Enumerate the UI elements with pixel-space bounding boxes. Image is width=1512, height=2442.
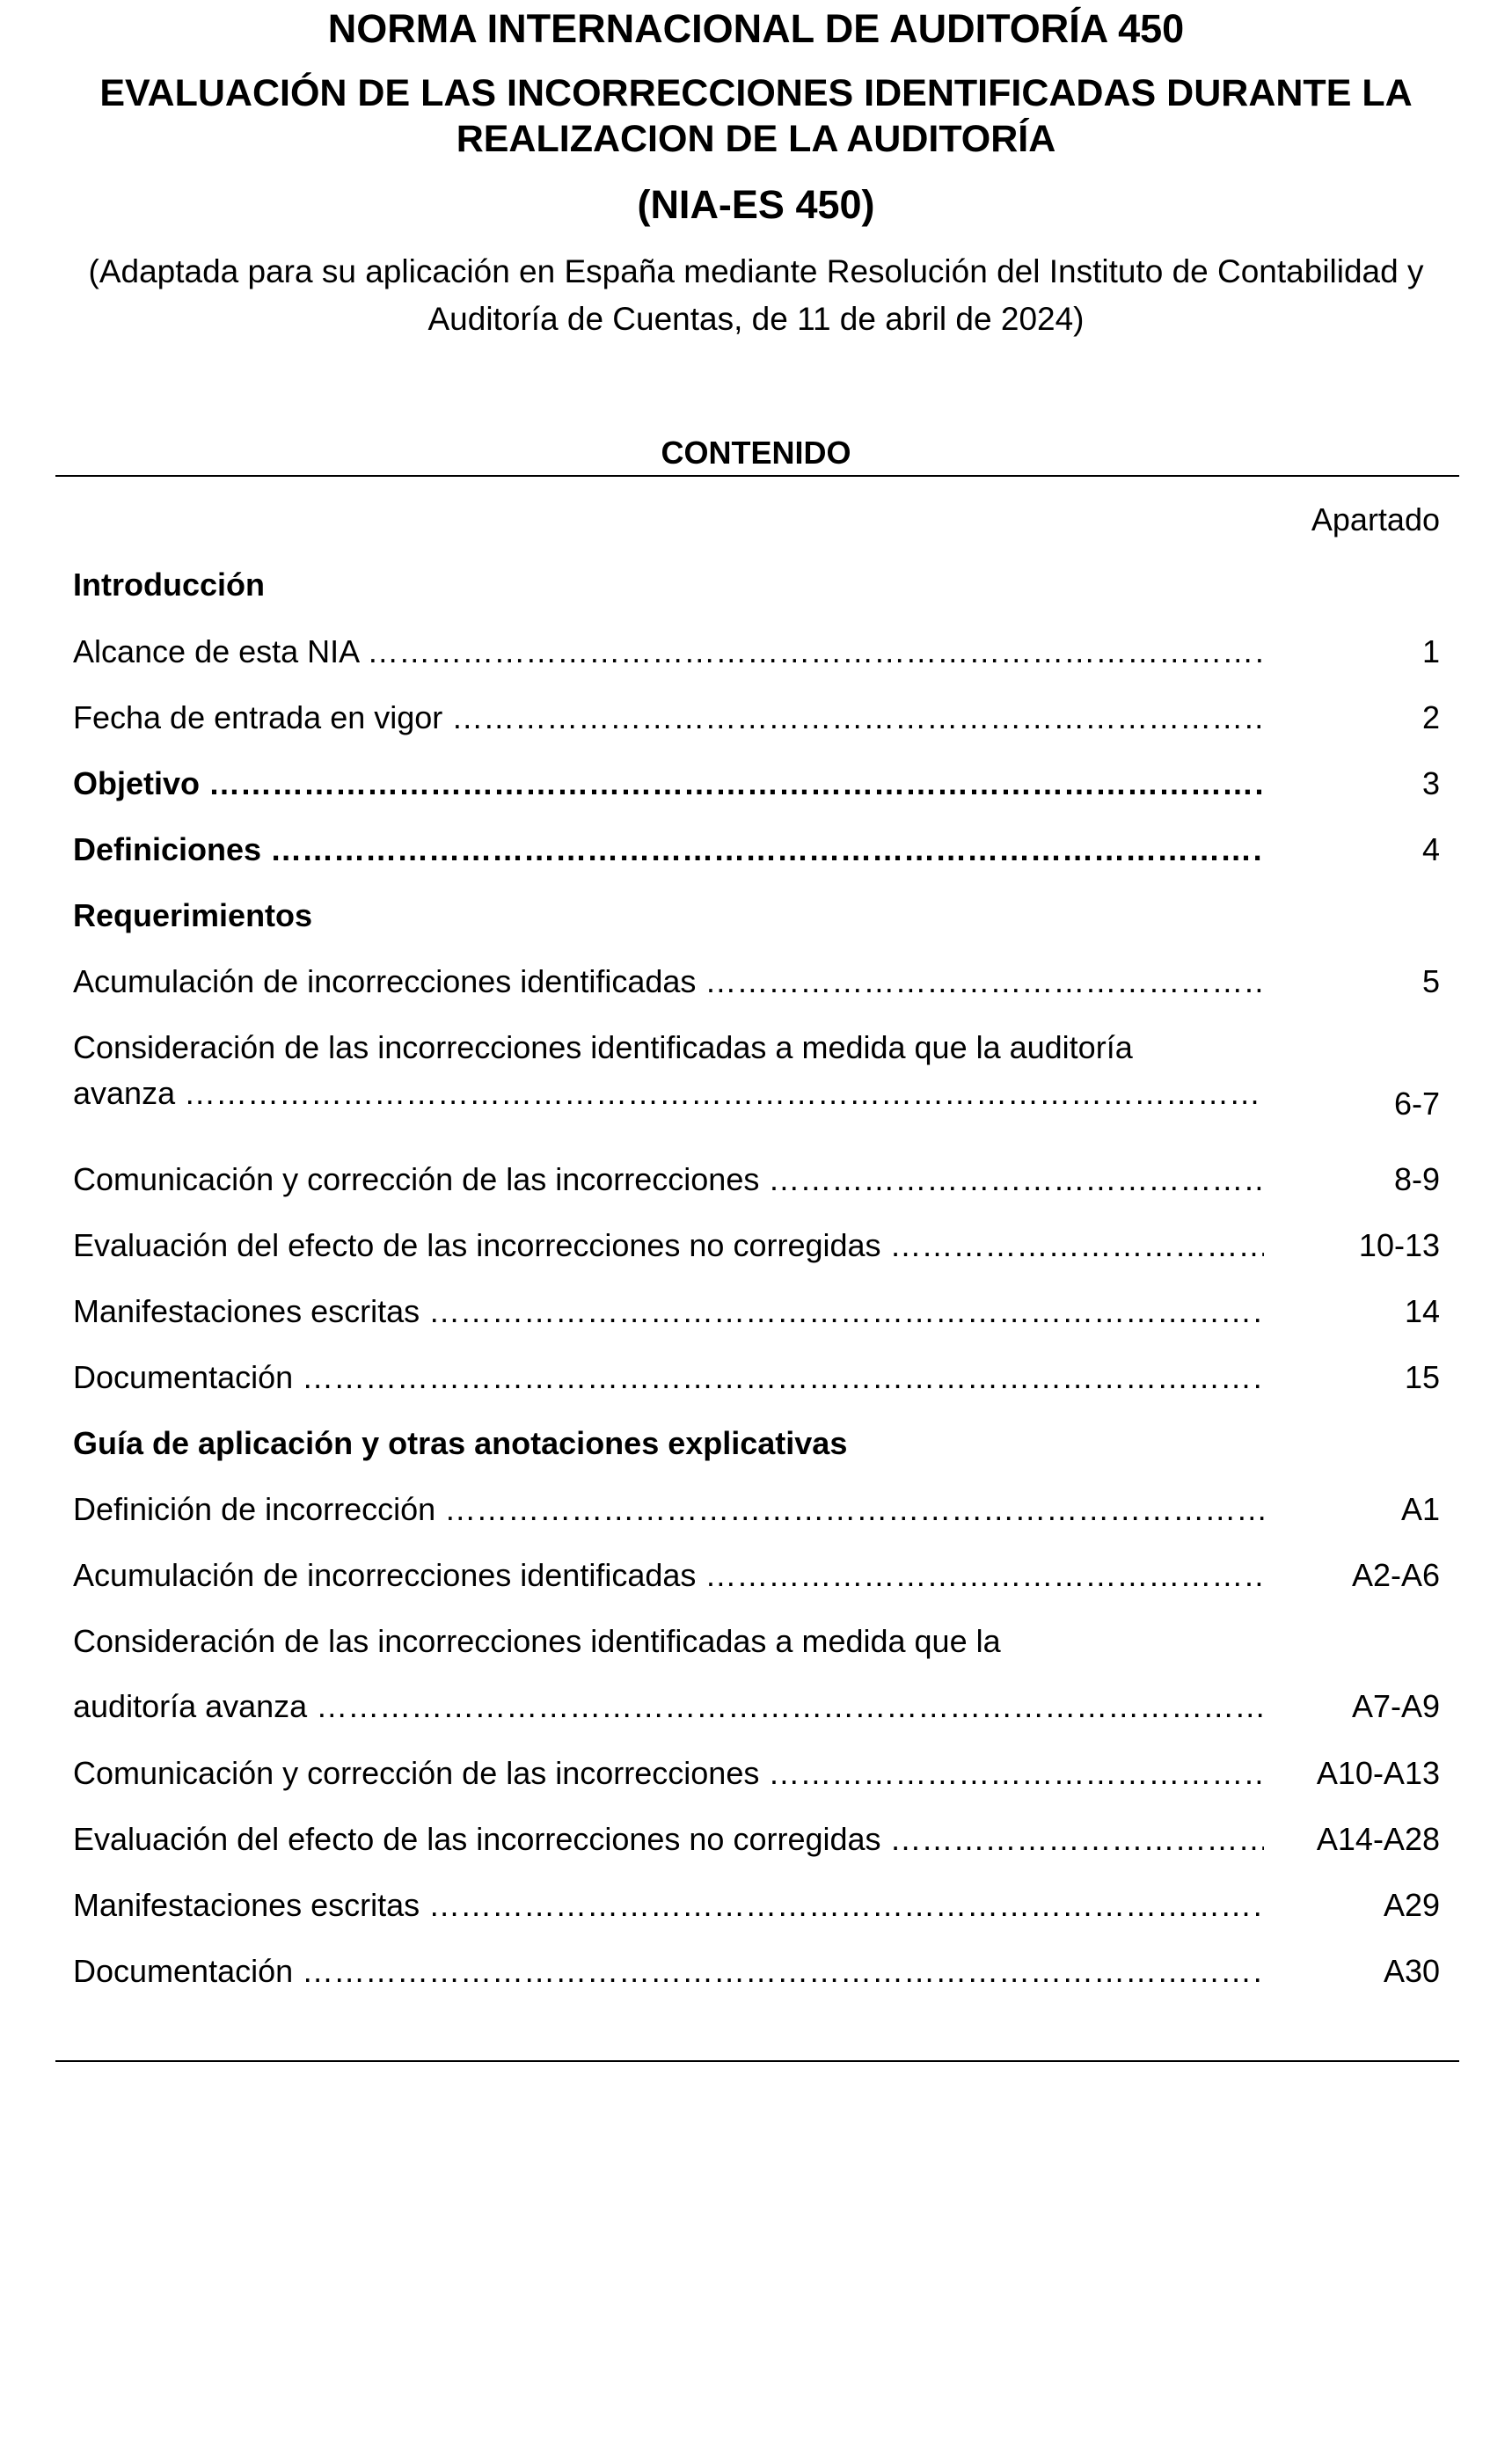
- toc-item-number: 4: [1421, 831, 1440, 867]
- toc-item-number: 5: [1421, 963, 1440, 999]
- toc-item-number: 3: [1421, 765, 1440, 801]
- toc-item-number: A10-A13: [1316, 1755, 1440, 1791]
- toc-item-acumulacion[interactable]: [73, 961, 1440, 1002]
- toc-item-number: A2-A6: [1351, 1557, 1440, 1593]
- document-code: (NIA-ES 450): [637, 182, 875, 227]
- toc-item-text: Alcance de esta NIA ……………………………………………………………………………………………………………………………………………: [73, 632, 1264, 672]
- toc-item-comunicacion[interactable]: [73, 1159, 1440, 1200]
- toc-item-text: Acumulación de incorrecciones identificadas ……………………………………………………………………………………………………………………………………………: [73, 961, 1264, 1002]
- toc-item-consideracion[interactable]: [73, 1027, 1440, 1124]
- toc-section-introduccion: [73, 565, 1440, 605]
- toc-item-alcance[interactable]: [73, 632, 1440, 672]
- document-title: NORMA INTERNACIONAL DE AUDITORÍA 450: [327, 6, 1185, 51]
- toc-item-manifestaciones[interactable]: [73, 1291, 1440, 1332]
- toc-item-evaluacion-guia[interactable]: [73, 1819, 1440, 1860]
- toc-section-requerimientos: [73, 896, 1440, 936]
- toc-item-number: 1: [1421, 633, 1440, 669]
- toc-item-text: Documentación ……………………………………………………………………………………………………………………………………………: [73, 1357, 1264, 1398]
- toc-item-number: 15: [1404, 1359, 1440, 1395]
- toc-item-text: Consideración de las incorrecciones identificadas a medida que la auditoría: [73, 1029, 1133, 1065]
- toc-item-number: 2: [1421, 699, 1440, 735]
- toc-item-definicion-incorreccion[interactable]: [73, 1489, 1440, 1530]
- toc-item-text: Acumulación de incorrecciones identificadas ……………………………………………………………………………………………………………………………………………: [73, 1555, 1264, 1596]
- bottom-rule: [55, 2060, 1459, 2062]
- toc-item-text: Consideración de las incorrecciones identificadas a medida que la: [73, 1623, 1001, 1659]
- toc-item-comunicacion-guia[interactable]: [73, 1753, 1440, 1794]
- toc-item-text: Definiciones ……………………………………………………………………………………………………………………………………………: [73, 830, 1264, 870]
- toc-item-acumulacion-guia[interactable]: [73, 1555, 1440, 1596]
- toc-item-text: Fecha de entrada en vigor ……………………………………………………………………………………………………………………………………………: [73, 698, 1264, 738]
- toc-item-definiciones[interactable]: [73, 830, 1440, 870]
- toc-section-guia: [73, 1423, 1440, 1464]
- toc-item-manifestaciones-guia[interactable]: [73, 1885, 1440, 1926]
- toc-item-number: 8-9: [1393, 1161, 1440, 1197]
- toc-item-text: Evaluación del efecto de las incorrecciones no corregidas ……………………………………………………………………………………………………………………………………………: [73, 1225, 1264, 1266]
- toc-item-number: A30: [1383, 1953, 1440, 1989]
- toc-item-text: Documentación ……………………………………………………………………………………………………………………………………………: [73, 1951, 1264, 1992]
- toc-item-text: Comunicación y corrección de las incorrecciones ……………………………………………………………………………………………………………………………………………: [73, 1159, 1264, 1200]
- toc-item-text: Evaluación del efecto de las incorrecciones no corregidas ……………………………………………………………………………………………………………………………………………: [73, 1819, 1264, 1860]
- toc-section-label: Introducción: [73, 567, 265, 603]
- toc-item-documentacion[interactable]: [73, 1357, 1440, 1398]
- toc-item-text-continued: avanza ……………………………………………………………………………………………………………………………………………: [73, 1073, 1264, 1114]
- toc-heading: CONTENIDO: [661, 435, 851, 471]
- toc-item-fecha[interactable]: [73, 698, 1440, 738]
- toc-item-number: A29: [1383, 1887, 1440, 1923]
- toc-item-text: Definición de incorrección ……………………………………………………………………………………………………………………………………………: [73, 1489, 1264, 1530]
- toc-section-label: Guía de aplicación y otras anotaciones explicativas: [73, 1425, 848, 1461]
- toc-item-number: 14: [1404, 1293, 1440, 1329]
- toc-item-text: Manifestaciones escritas ……………………………………………………………………………………………………………………………………………: [73, 1885, 1264, 1926]
- top-rule: [55, 475, 1459, 477]
- toc-item-number: A1: [1400, 1491, 1440, 1527]
- toc-item-documentacion-guia[interactable]: [73, 1951, 1440, 1992]
- document-subtitle-title: EVALUACIÓN DE LAS INCORRECCIONES IDENTIFICADAS DURANTE LA REALIZACION DE LA AUDITORÍA: [99, 72, 1413, 160]
- toc-item-text: Comunicación y corrección de las incorrecciones ……………………………………………………………………………………………………………………………………………: [73, 1753, 1264, 1794]
- toc-item-text-continued: auditoría avanza ……………………………………………………………………………………………………………………………………………: [73, 1686, 1264, 1727]
- toc-item-consideracion-guia[interactable]: [73, 1621, 1440, 1727]
- toc-item-evaluacion[interactable]: [73, 1225, 1440, 1266]
- toc-item-objetivo[interactable]: [73, 764, 1440, 804]
- toc-section-label: Requerimientos: [73, 897, 313, 933]
- toc-item-number: A7-A9: [1351, 1688, 1440, 1724]
- toc-item-number: A14-A28: [1316, 1821, 1440, 1857]
- toc-column-label: Apartado: [1311, 501, 1440, 537]
- toc-item-text: Objetivo ……………………………………………………………………………………………………………………………………………: [73, 764, 1264, 804]
- toc-item-number: 6-7: [1393, 1086, 1440, 1122]
- adaptation-note: (Adaptada para su aplicación en España mediante Resolución del Instituto de Contabilidad y Auditoría de Cuentas, de 11 de abril de 2024): [88, 253, 1424, 337]
- toc-item-text: Manifestaciones escritas ……………………………………………………………………………………………………………………………………………: [73, 1291, 1264, 1332]
- toc-item-number: 10-13: [1358, 1227, 1440, 1263]
